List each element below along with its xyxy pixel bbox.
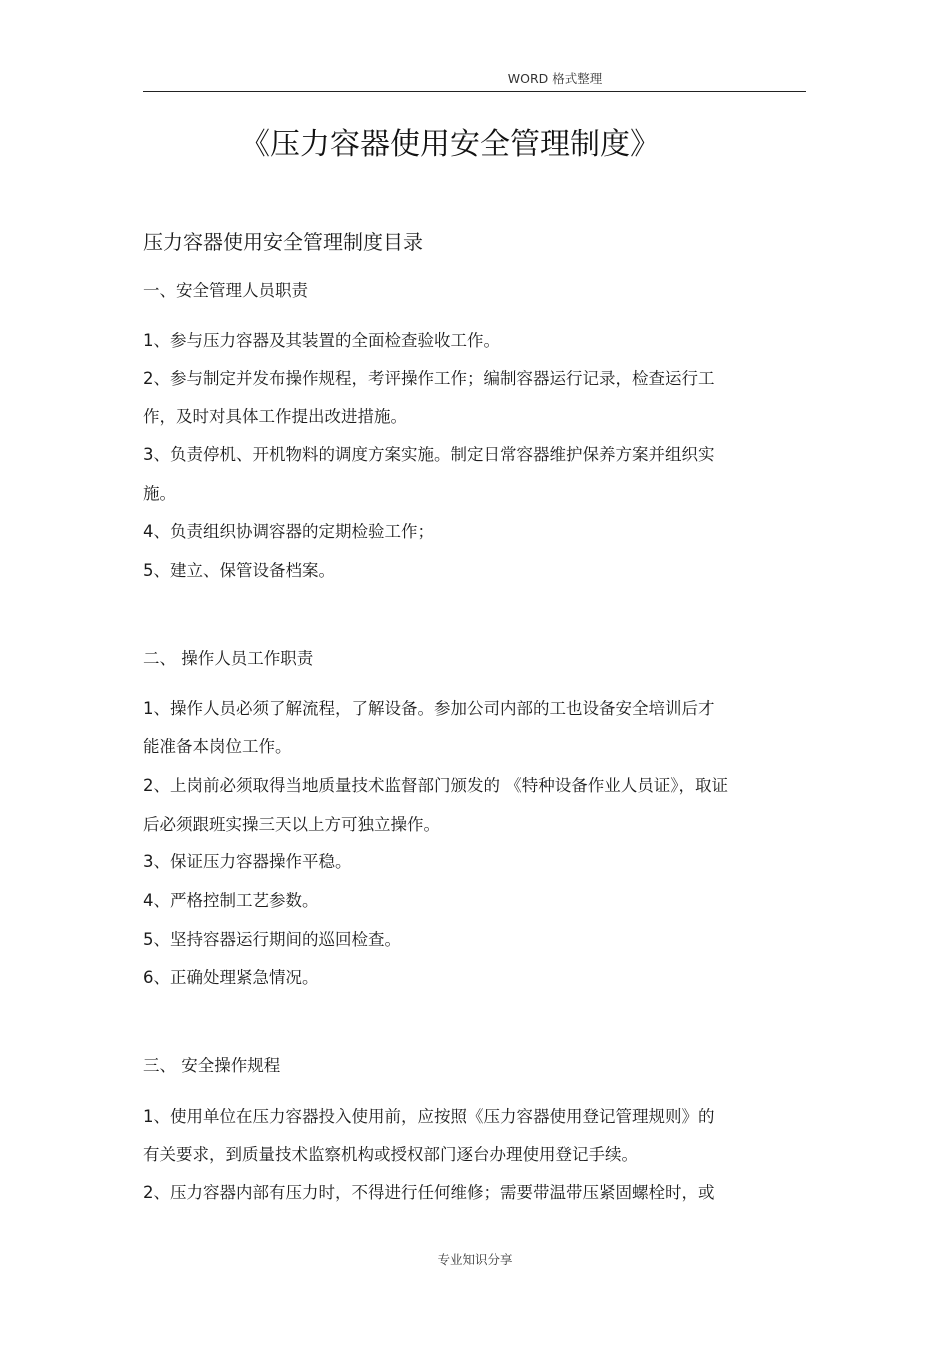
- paragraph-line: 5、坚持容器运行期间的巡回检查。: [143, 930, 401, 949]
- page-header: WORD 格式整理: [507, 71, 603, 86]
- paragraph-line: 6、正确处理紧急情况。: [143, 968, 319, 987]
- section-heading-2: 二、 操作人员工作职责: [143, 649, 314, 668]
- paragraph-line: 施。: [143, 484, 176, 503]
- section-heading-1: 一、安全管理人员职责: [143, 281, 308, 300]
- paragraph-line: 4、严格控制工艺参数。: [143, 891, 319, 910]
- paragraph-line: 有关要求，到质量技术监察机构或授权部门逐台办理使用登记手续。: [143, 1145, 638, 1164]
- paragraph-line: 5、建立、保管设备档案。: [143, 561, 335, 580]
- paragraph-line: 2、参与制定并发布操作规程，考评操作工作；编制容器运行记录，检查运行工: [143, 369, 715, 388]
- paragraph-line: 1、操作人员必须了解流程，了解设备。参加公司内部的工也设备安全培训后才: [143, 699, 715, 718]
- paragraph-line: 1、参与压力容器及其装置的全面检查验收工作。: [143, 331, 500, 350]
- paragraph-line: 2、压力容器内部有压力时，不得进行任何维修；需要带温带压紧固螺栓时，或: [143, 1183, 715, 1202]
- page-footer: 专业知识分享: [437, 1252, 513, 1267]
- header-divider: [143, 91, 806, 92]
- document-title: 《压力容器使用安全管理制度》: [240, 127, 660, 162]
- toc-title: 压力容器使用安全管理制度目录: [143, 230, 423, 254]
- paragraph-line: 1、使用单位在压力容器投入使用前，应按照《压力容器使用登记管理规则》的: [143, 1107, 715, 1126]
- paragraph-line: 3、保证压力容器操作平稳。: [143, 852, 352, 871]
- paragraph-line: 作，及时对具体工作提出改进措施。: [143, 407, 407, 426]
- section-heading-3: 三、 安全操作规程: [143, 1056, 281, 1075]
- paragraph-line: 能准备本岗位工作。: [143, 737, 292, 756]
- paragraph-line: 4、负责组织协调容器的定期检验工作；: [143, 522, 434, 541]
- paragraph-line: 后必须跟班实操三天以上方可独立操作。: [143, 815, 440, 834]
- paragraph-line: 3、负责停机、开机物料的调度方案实施。制定日常容器维护保养方案并组织实: [143, 445, 715, 464]
- paragraph-line: 2、上岗前必须取得当地质量技术监督部门颁发的 《特种设备作业人员证》，取证: [143, 776, 728, 795]
